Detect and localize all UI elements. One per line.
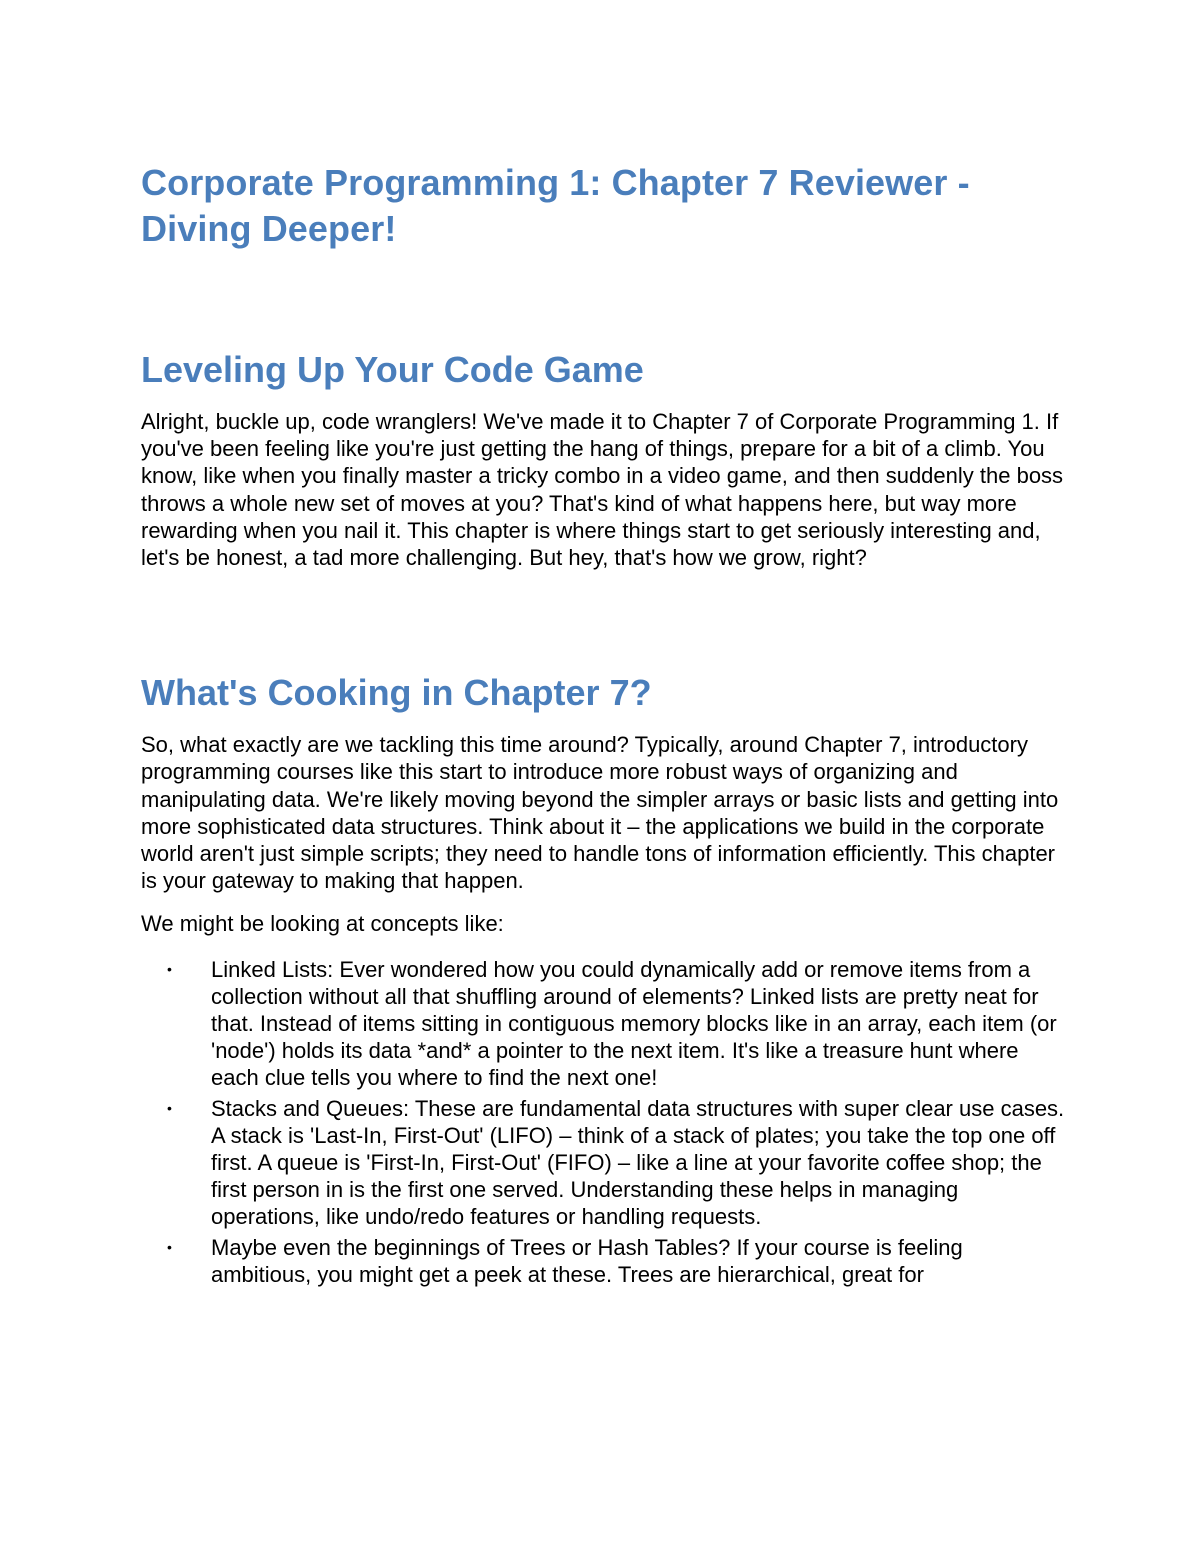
- list-item-text: Stacks and Queues: These are fundamental data structures with super clear use cases. A stack is 'Last-In, First-Out' (LIFO) – think of a stack of plates; you take the top one off first. A queue is 'First-In, First-Out' (FIFO) – like a line at your favorite coffee shop; the first person in is the first one served. Understanding these helps in managing operations, like undo/redo features or handling requests.: [211, 1095, 1065, 1230]
- concepts-list: [141, 956, 1066, 1288]
- list-item: [141, 1095, 1066, 1231]
- concepts-lead-in: We might be looking at concepts like:: [141, 911, 504, 937]
- section-heading-leveling-up: Leveling Up Your Code Game: [141, 349, 644, 390]
- document-content: [141, 160, 1066, 1291]
- bullet-icon: •: [167, 1238, 172, 1255]
- list-item: [141, 1234, 1066, 1288]
- bullet-icon: •: [167, 960, 172, 977]
- intro-paragraph: Alright, buckle up, code wranglers! We've made it to Chapter 7 of Corporate Programming 1. If you've been feeling like you're just getting the hang of things, prepare for a bit of a climb. You know, like when you finally master a tricky combo in a video game, and then suddenly the boss throws a whole new set of moves at you? That's kind of what happens here, but way more rewarding when you nail it. This chapter is where things start to get seriously interesting and, let's be honest, a tad more challenging. But hey, that's how we grow, right?: [141, 409, 1064, 571]
- list-item-text: Linked Lists: Ever wondered how you could dynamically add or remove items from a collection without all that shuffling around of elements? Linked lists are pretty neat for that. Instead of items sitting in contiguous memory blocks like in an array, each item (or 'node') holds its data *and* a pointer to the next item. It's like a treasure hunt where each clue tells you where to find the next one!: [211, 956, 1057, 1091]
- bullet-icon: •: [167, 1099, 172, 1116]
- list-item: [141, 956, 1066, 1092]
- chapter-overview-paragraph: So, what exactly are we tackling this time around? Typically, around Chapter 7, introductory programming courses like this start to introduce more robust ways of organizing and manipulating data. We're likely moving beyond the simpler arrays or basic lists and getting into more sophisticated data structures. Think about it – the applications we build in the corporate world aren't just simple scripts; they need to handle tons of information efficiently. This chapter is your gateway to making that happen.: [141, 732, 1059, 894]
- section-heading-whats-cooking: What's Cooking in Chapter 7?: [141, 672, 652, 714]
- document-title: Corporate Programming 1: Chapter 7 Reviewer - Diving Deeper!: [141, 162, 970, 249]
- list-item-text: Maybe even the beginnings of Trees or Hash Tables? If your course is feeling ambitious, you might get a peek at these. Trees are hierarchical, great for: [211, 1234, 963, 1287]
